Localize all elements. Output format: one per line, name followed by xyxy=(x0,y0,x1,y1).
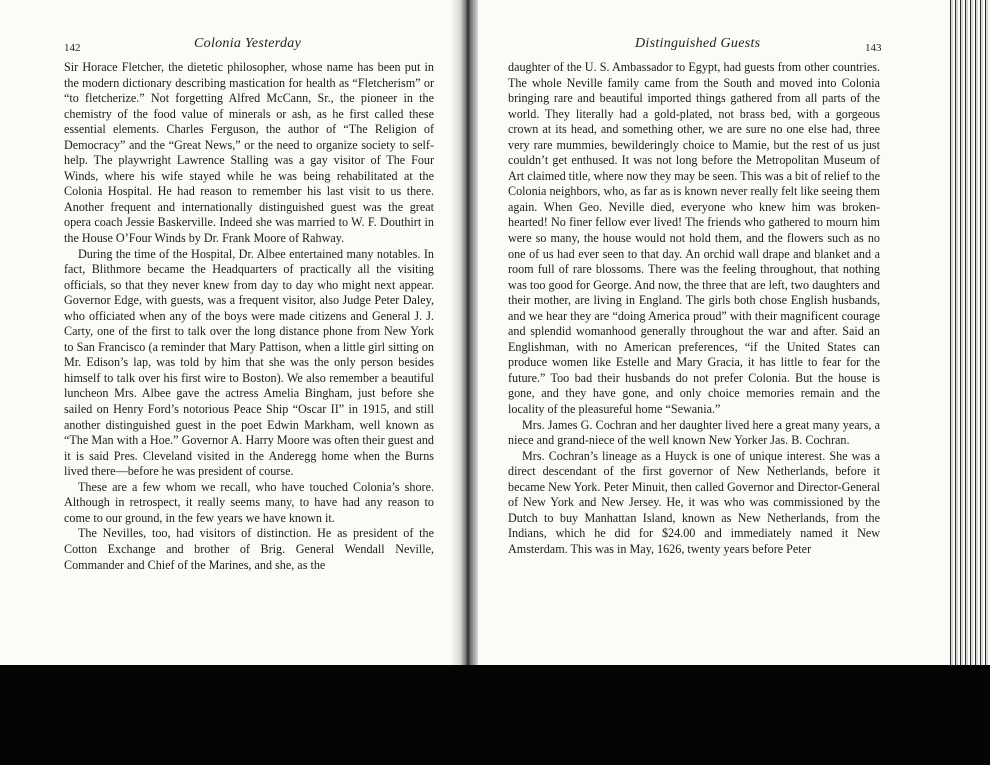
left-paragraph-4: The Nevilles, too, had visitors of distinction. He as president of the Cotton Exchange and brother of Brig. General Wendall Neville, Commander and Chief of the Marines, and she, as the xyxy=(64,526,434,572)
right-paragraph-1: daughter of the U. S. Ambassador to Egypt, had guests from other countries. The whole Neville family came from the South and moved into Colonia bringing rare and beautiful imported things gathered from all parts of the world. They literally had a gold-plated, not brass bed, with a gorgeous crown at its head, and something other, we are sure no one else had, three very rare mummies, bewilderingly choice to Mamie, but the rest of us just couldn’t get enthused. It was not long before the Metropolitan Museum of Art claimed title, where now they may be seen. This was a bit of relief to the Colonia neighbors, who, as far as is known never really felt like seeing them again. When Geo. Neville died, everyone who knew him was broken-hearted! No finer fellow ever lived! The friends who gathered to mourn him were so many, the house would not hold them, and the flowers such as no one of us had ever seen to that day. An orchid wall drape and blanket and a room full of rare blossoms. There was the feeling throughout, that nothing was too good for George. And now, the three that are left, two daughters and their mother, are living in England. The girls both chose English husbands, and we hear they are “doing America proud” with their magnificent courage and splendid womanhood generally throughout the war and after. Said an Englishman, with no American preferences, “if the United States can produce women like Estelle and Mary Gracia, it has little to fear for the future.” Too bad their husbands do not prefer Colonia. But the house is gone, and they have gone, and only choice memories remain and the locality of the pleasureful home “Sewania.” xyxy=(508,60,880,417)
right-running-head: Distinguished Guests xyxy=(635,36,761,51)
right-page xyxy=(478,0,958,665)
left-paragraph-1: Sir Horace Fletcher, the dietetic philosopher, whose name has been put in the modern dictionary describing mastication for health as “Fletcherism” or “to fletcherize.” Not forgetting Alfred McCann, Sr., the pioneer in the chemistry of the food value of minerals or ash, as he first called these essential elements. Charles Ferguson, the author of “The Religion of Democracy” and the “Great News,” or the need to organize society to self-help. The playwright Lawrence Stalling was a gay visitor of The Four Winds, where his wife stayed while he was being rehabilitated at the Colonia Hospital. He had reason to remember his last visit to us there. Another frequent and internationally distinguished guest was the great opera coach Jessie Baskerville. Indeed she was married to W. F. Douthirt in the House O’Four Winds by Dr. Frank Moore of Rahway. xyxy=(64,60,434,246)
page-edge-stack xyxy=(948,0,990,665)
left-page-number: 142 xyxy=(64,42,81,54)
scan-bottom-shadow xyxy=(0,665,990,765)
right-page-number: 143 xyxy=(865,42,882,54)
left-paragraph-2: During the time of the Hospital, Dr. Albee entertained many notables. In fact, Blithmore became the Headquarters of practically all the visiting officials, so that they never knew from day to day who might next appear. Governor Edge, with guests, was a frequent visitor, also Judge Peter Daley, who officiated when any of the boys were made citizens and General J. J. Carty, one of the first to talk over the long distance phone from New York to San Francisco (a reminder that Mary Pattison, when a little girl sitting on Mr. Edison’s lap, was told by him that she was the only person besides himself to talk over his first wire to Boston). We also remember a beautiful luncheon Mrs. Albee gave the actress Amelia Bingham, just before she sailed on Henry Ford’s notorious Peace Ship “Oscar II” in 1915, and still another distinguished guest in the poet Edwin Markham, well known as “The Man with a Hoe.” Governor A. Harry Moore was often their guest and it is said Pres. Cleveland visited in the Anderegg home when the Burns lived there—before he was president of course. xyxy=(64,246,434,479)
left-body-text xyxy=(64,60,434,573)
left-paragraph-3: These are a few whom we recall, who have touched Colonia’s shore. Although in retrospect, it really seems many, to have had any reason to come to our ground, in the few years we have known it. xyxy=(64,479,434,525)
right-paragraph-2: Mrs. James G. Cochran and her daughter lived here a great many years, a niece and grand-niece of the well known New Yorker Jas. B. Cochran. xyxy=(508,417,880,448)
left-running-head: Colonia Yesterday xyxy=(194,36,302,51)
left-page xyxy=(0,0,455,665)
right-paragraph-3: Mrs. Cochran’s lineage as a Huyck is one of unique interest. She was a direct descendant of the first governor of New Netherlands, before it became New York. Peter Minuit, then called Governor and Director-General of New York and New Jersey. He, it was who was commissioned by the Dutch to buy Manhattan Island, known as New Netherlands, from the Indians, which he did for $24.00 and immediately named it New Amsterdam. This was in May, 1626, twenty years before Peter xyxy=(508,448,880,556)
right-body-text xyxy=(508,60,880,558)
